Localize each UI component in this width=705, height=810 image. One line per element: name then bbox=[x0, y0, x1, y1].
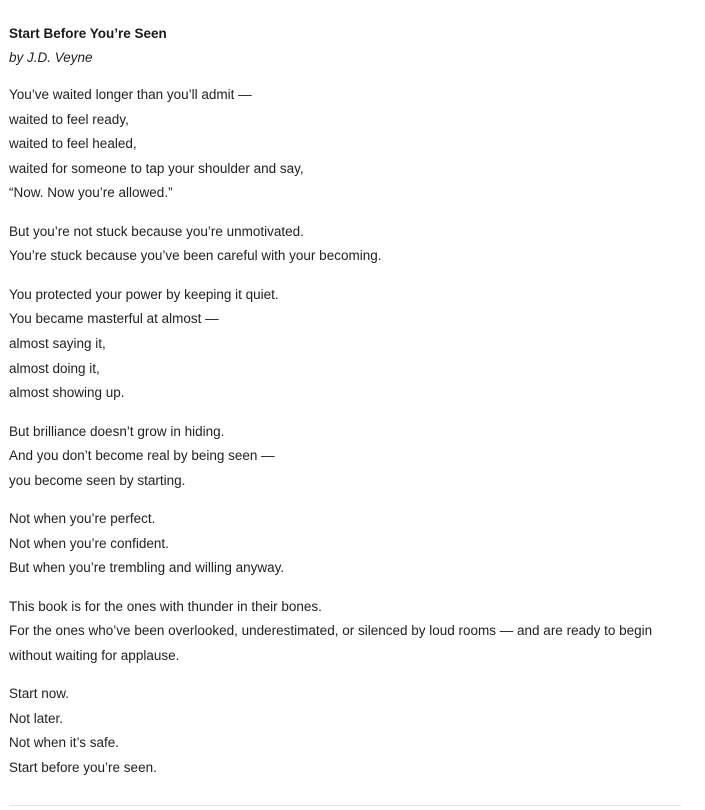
poem-line: “Now. Now you’re allowed.” bbox=[9, 185, 173, 201]
stanza bbox=[9, 595, 689, 669]
poem-line: waited to feel ready, bbox=[9, 111, 129, 127]
bottom-divider bbox=[9, 805, 681, 806]
poem-line: Not later. bbox=[9, 710, 64, 726]
poem-line: You became masterful at almost — bbox=[9, 311, 219, 327]
poem-line: waited to feel healed, bbox=[9, 136, 137, 152]
poem-line: Not when it’s safe. bbox=[9, 735, 120, 751]
poem-line: Not when you’re perfect. bbox=[9, 511, 156, 527]
stanza bbox=[9, 507, 689, 581]
poem-line: waited for someone to tap your shoulder and say, bbox=[9, 160, 304, 176]
poem-line: For the ones who’ve been overlooked, underestimated, or silenced by loud rooms — and are ready to begin without waiting for applause. bbox=[9, 623, 653, 663]
poem-line: almost saying it, bbox=[9, 335, 106, 351]
stanza bbox=[9, 83, 689, 206]
poem-line: Start now. bbox=[9, 686, 70, 702]
poem-line: You’re stuck because you’ve been careful with your becoming. bbox=[9, 248, 382, 264]
stanza bbox=[9, 682, 689, 780]
stanza bbox=[9, 420, 689, 494]
poem-byline: by J.D. Veyne bbox=[9, 50, 93, 65]
poem-line: You protected your power by keeping it quiet. bbox=[9, 286, 279, 302]
poem-line: But brilliance doesn’t grow in hiding. bbox=[9, 423, 225, 439]
poem-line: But when you’re trembling and willing anyway. bbox=[9, 560, 285, 576]
poem-line: almost doing it, bbox=[9, 360, 100, 376]
stanza bbox=[9, 283, 689, 406]
poem-line: you become seen by starting. bbox=[9, 472, 186, 488]
poem-line: You’ve waited longer than you’ll admit — bbox=[9, 87, 252, 102]
poem-line: Not when you’re confident. bbox=[9, 535, 169, 551]
poem-line: Start before you’re seen. bbox=[9, 760, 157, 776]
stanza bbox=[9, 220, 689, 269]
poem-line: And you don’t become real by being seen — bbox=[9, 448, 275, 464]
poem-line: But you’re not stuck because you’re unmotivated. bbox=[9, 223, 304, 239]
poem-document bbox=[9, 24, 689, 781]
poem-line: This book is for the ones with thunder in their bones. bbox=[9, 598, 322, 614]
poem-title: Start Before You’re Seen bbox=[9, 26, 167, 41]
poem-line: almost showing up. bbox=[9, 385, 125, 401]
